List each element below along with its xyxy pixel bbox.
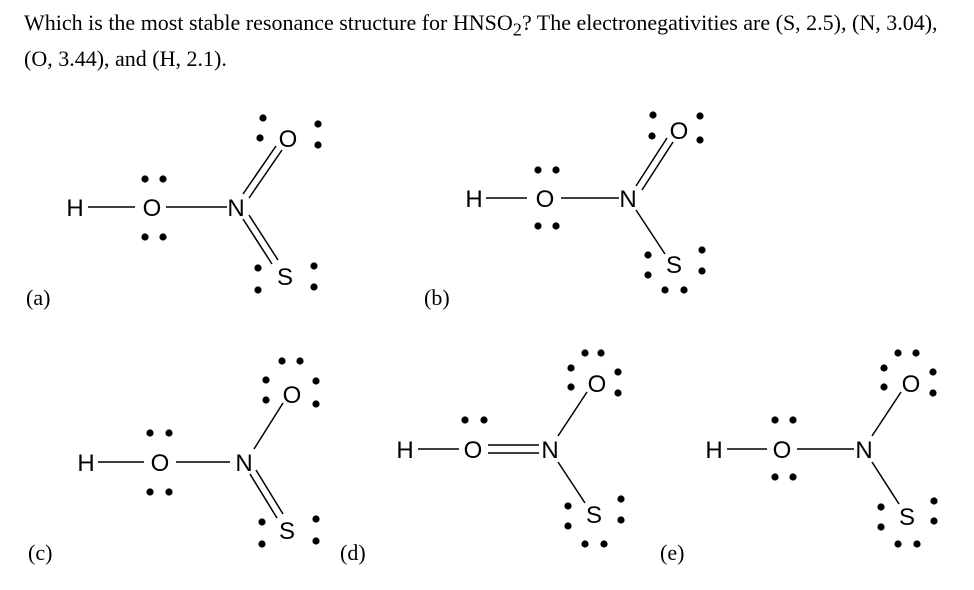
atom-e-o: O xyxy=(772,437,792,464)
option-label-b: (b) xyxy=(424,285,450,310)
question-tail: ? The electronegativities are (S, 2.5), (N, 3.04), (O, 3.44), and (H, 2.1). xyxy=(24,10,938,72)
option-label-a: (a) xyxy=(26,285,51,310)
atom-e-o2: O xyxy=(901,371,921,398)
atom-d-o2: O xyxy=(587,371,607,398)
atom-a-o2: O xyxy=(278,126,298,153)
atom-c-s: S xyxy=(278,518,296,545)
atom-c-n: N xyxy=(235,450,253,477)
atom-d-h: H xyxy=(396,437,414,464)
atom-b-h: H xyxy=(465,186,483,213)
atom-b-o2: O xyxy=(669,118,689,145)
atom-d-n: N xyxy=(541,437,559,464)
atom-c-o: O xyxy=(150,450,170,477)
atom-b-o: O xyxy=(535,186,555,213)
atom-d-s: S xyxy=(585,502,603,529)
atom-d-o: O xyxy=(463,437,483,464)
question-main: Which is the most stable resonance structure for HNSO xyxy=(24,10,513,35)
atom-c-o2: O xyxy=(282,382,302,409)
atom-e-s: S xyxy=(898,504,916,531)
atom-c-h: H xyxy=(77,450,95,477)
option-label-d: (d) xyxy=(340,540,366,565)
option-label-c: (c) xyxy=(28,540,53,565)
atom-a-h: H xyxy=(66,195,84,222)
atom-e-n: N xyxy=(855,437,873,464)
option-label-e: (e) xyxy=(660,540,685,565)
atom-b-n: N xyxy=(619,186,637,213)
question-subscript: 2 xyxy=(512,19,522,40)
atom-a-n: N xyxy=(227,195,245,222)
atom-e-h: H xyxy=(705,437,723,464)
atom-a-o: O xyxy=(142,195,162,222)
atom-a-s: S xyxy=(276,264,294,291)
atom-b-s: S xyxy=(665,252,683,279)
